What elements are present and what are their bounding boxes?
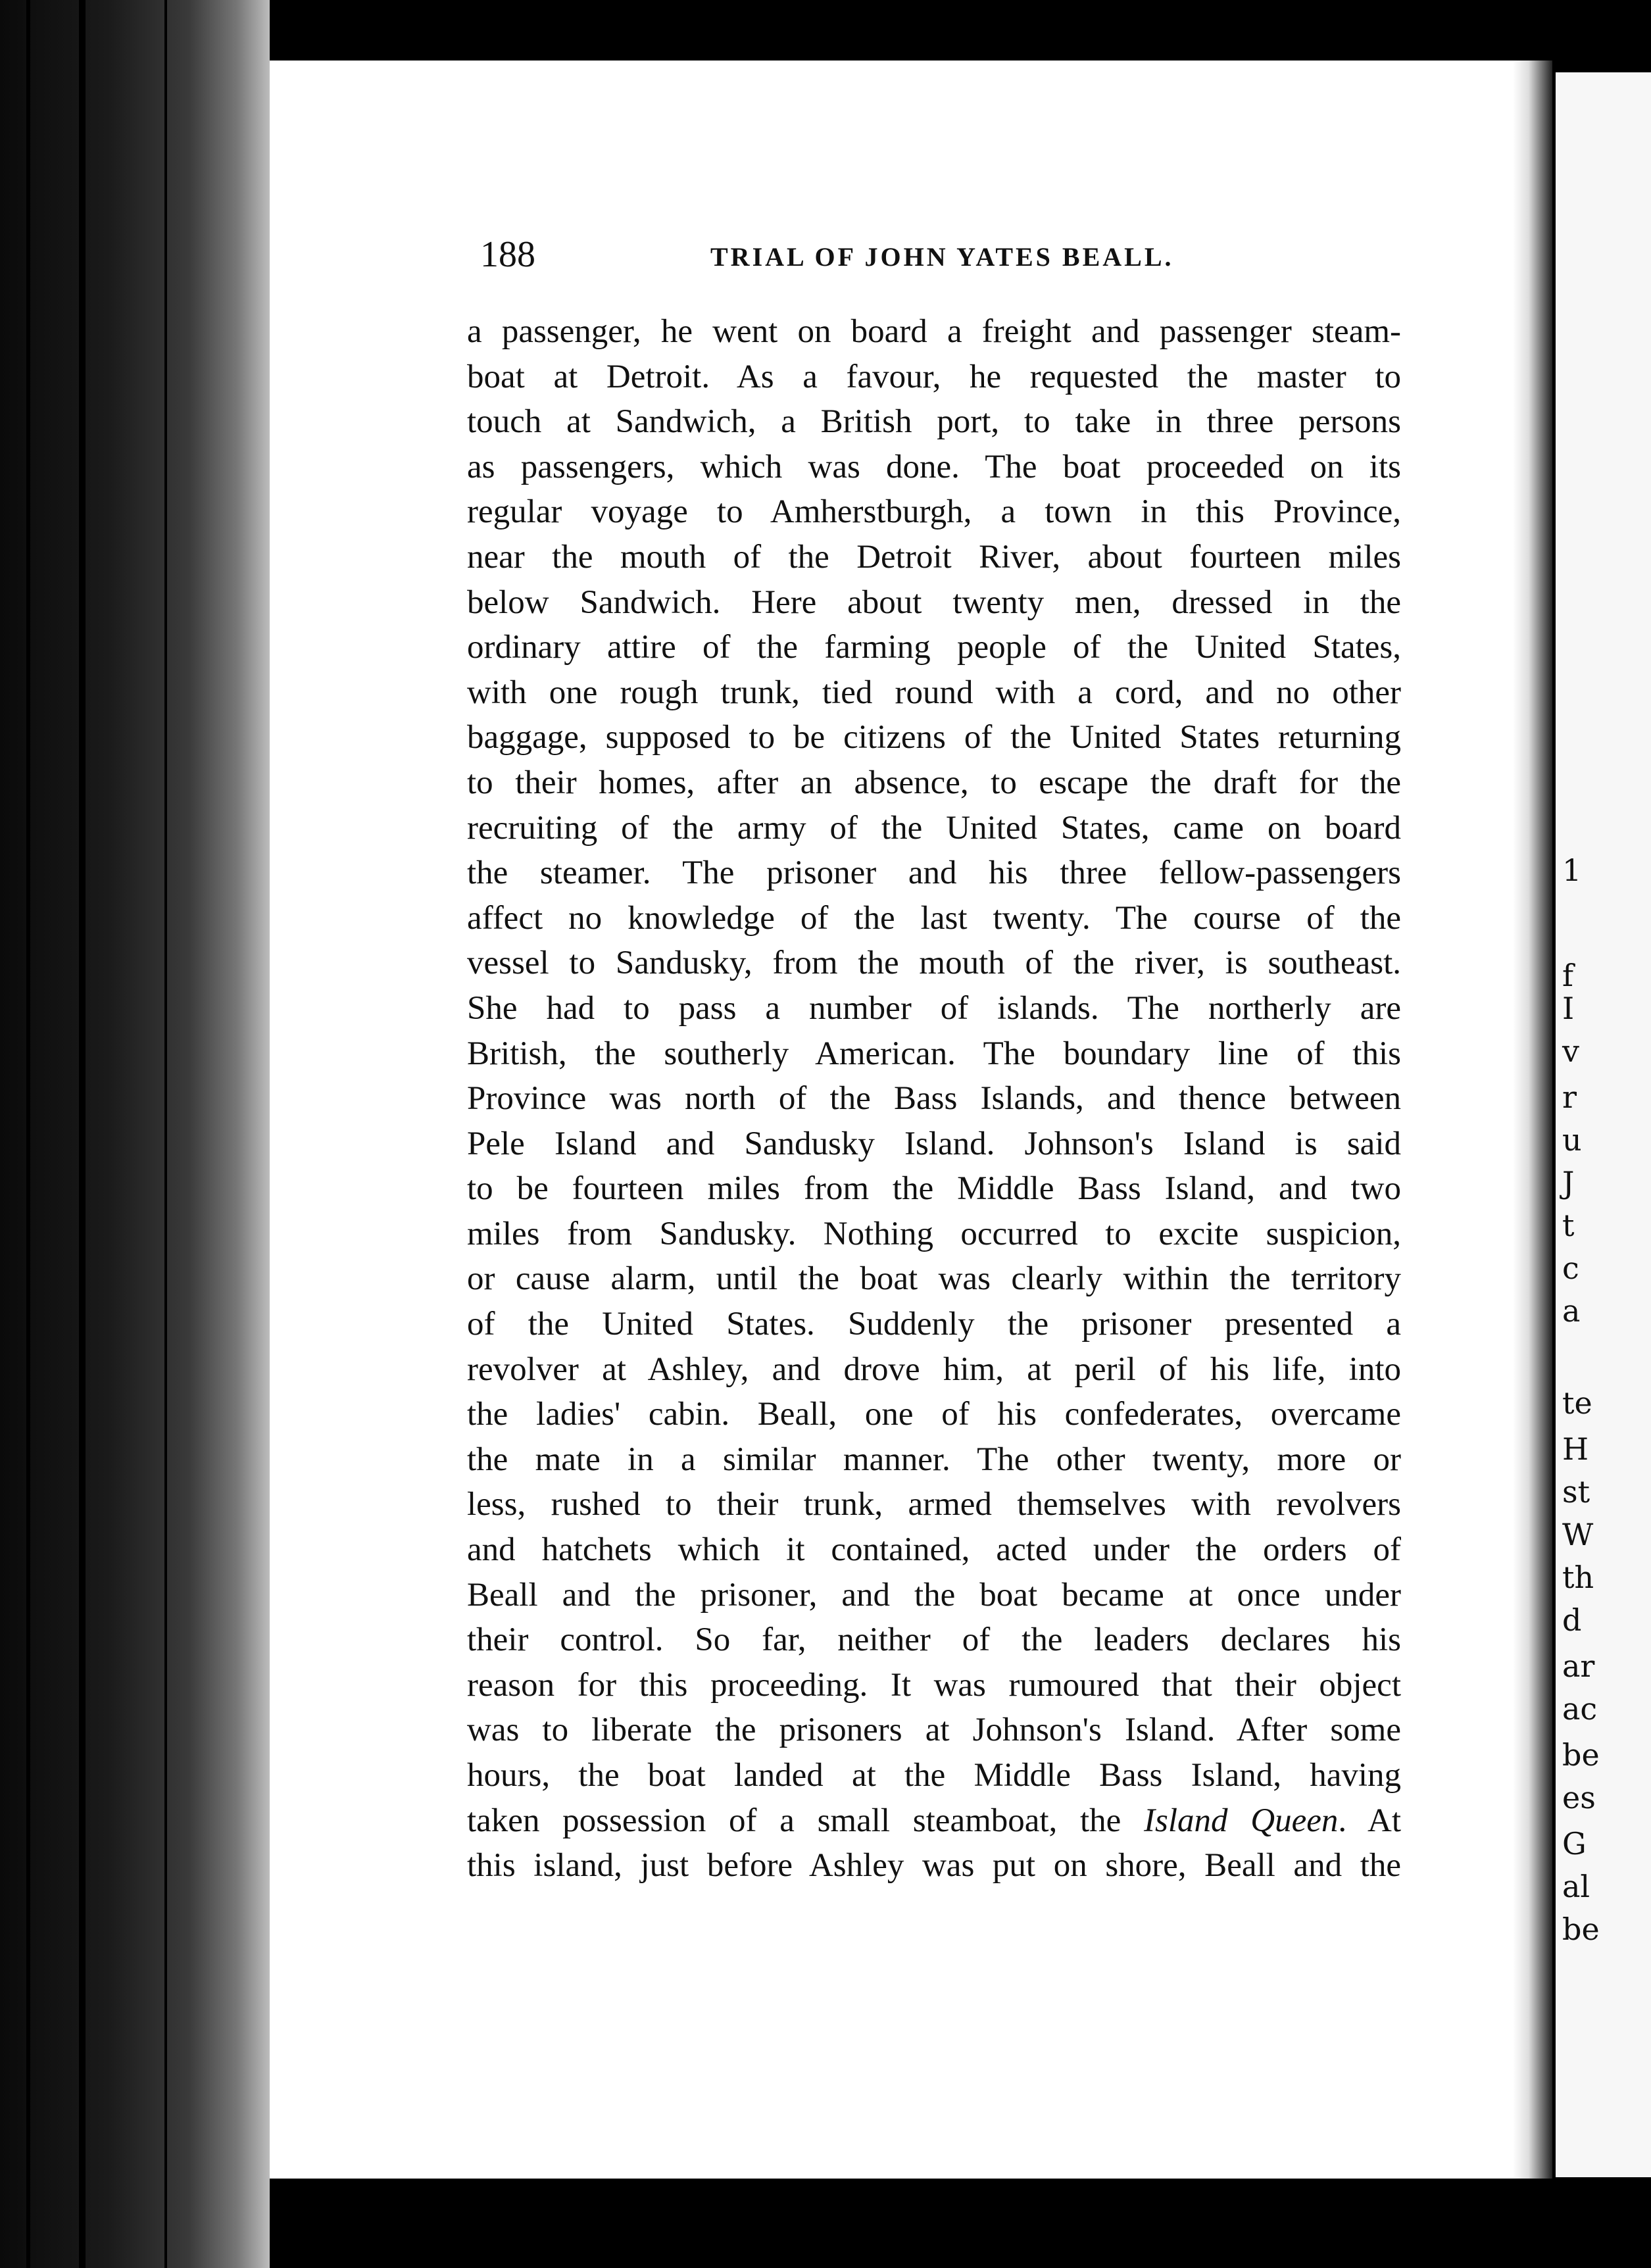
- next-page-text: th: [1562, 1560, 1594, 1595]
- running-head: TRIAL OF JOHN YATES BEALL.: [710, 242, 1174, 272]
- next-page-text: f: [1562, 958, 1574, 993]
- text-line: miles from Sandusky. Nothing occurred to excite suspicion,: [467, 1215, 1401, 1252]
- text-line: the steamer. The prisoner and his three fellow-passengers: [467, 854, 1401, 892]
- text-line: British, the southerly American. The boundary line of this: [467, 1035, 1401, 1072]
- text-line-part: taken possession of a small steamboat, the: [467, 1802, 1145, 1839]
- next-page-text: 1: [1562, 852, 1582, 888]
- next-page-text: G: [1562, 1826, 1587, 1861]
- next-page-text: J: [1562, 1165, 1575, 1200]
- body-text: [467, 309, 1401, 1888]
- next-page-text: I: [1562, 991, 1575, 1026]
- next-page-text: ar: [1562, 1648, 1595, 1684]
- next-page-text: be: [1562, 1737, 1600, 1773]
- text-line: affect no knowledge of the last twenty. The course of the: [467, 899, 1401, 937]
- book-binding-gutter: [0, 0, 270, 2268]
- text-line: with one rough trunk, tied round with a cord, and no other: [467, 674, 1401, 711]
- next-page-text: r: [1562, 1079, 1577, 1115]
- text-line: a passenger, he went on board a freight and passenger steam-: [467, 313, 1401, 350]
- next-page-text: es: [1562, 1780, 1596, 1815]
- next-page-text: a: [1562, 1293, 1581, 1329]
- text-line: near the mouth of the Detroit River, about fourteen miles: [467, 538, 1401, 576]
- text-line: as passengers, which was done. The boat proceeded on its: [467, 448, 1401, 485]
- text-line: boat at Detroit. As a favour, he requested the master to: [467, 358, 1401, 395]
- page-header: [480, 234, 1414, 280]
- text-line: Province was north of the Bass Islands, and thence between: [467, 1080, 1401, 1118]
- binding-streak: [164, 0, 167, 2268]
- next-page-text: al: [1562, 1869, 1590, 1904]
- text-line: She had to pass a number of islands. The northerly are: [467, 989, 1401, 1027]
- italic-ship-name: Island Queen: [1144, 1802, 1339, 1839]
- next-page-text: t: [1562, 1208, 1575, 1243]
- next-page-text: W: [1562, 1517, 1594, 1552]
- text-line: to their homes, after an absence, to escape the draft for the: [467, 764, 1401, 801]
- page-edge-shadow: [1513, 61, 1552, 2179]
- text-line: reason for this proceeding. It was rumoured that their object: [467, 1666, 1401, 1704]
- text-line: revolver at Ashley, and drove him, at peril of his life, into: [467, 1350, 1401, 1388]
- speck: [756, 1914, 762, 1919]
- text-line: ordinary attire of the farming people of the United States,: [467, 629, 1401, 666]
- text-line: touch at Sandwich, a British port, to take in three persons: [467, 403, 1401, 441]
- adjacent-page-fragment: [1556, 72, 1651, 2177]
- text-line: regular voyage to Amherstburgh, a town in this Province,: [467, 493, 1401, 531]
- text-line: baggage, supposed to be citizens of the United States returning: [467, 719, 1401, 756]
- next-page-text: H: [1562, 1431, 1589, 1467]
- text-line: of the United States. Suddenly the prisoner presented a: [467, 1306, 1401, 1343]
- text-line: Pele Island and Sandusky Island. Johnson's Island is said: [467, 1125, 1401, 1162]
- text-line: the ladies' cabin. Beall, one of his confederates, overcame: [467, 1396, 1401, 1433]
- next-page-text: te: [1562, 1385, 1592, 1421]
- text-line: recruiting of the army of the United States, came on board: [467, 809, 1401, 847]
- next-page-text: ac: [1562, 1691, 1598, 1727]
- next-page-text: u: [1562, 1122, 1582, 1158]
- text-line: or cause alarm, until the boat was clearly within the territory: [467, 1260, 1401, 1298]
- next-page-text: c: [1562, 1250, 1579, 1286]
- next-page-text: be: [1562, 1911, 1600, 1947]
- text-line: to be fourteen miles from the Middle Bass Island, and two: [467, 1170, 1401, 1208]
- text-line: [467, 1798, 1401, 1844]
- text-line: this island, just before Ashley was put on shore, Beall and the: [467, 1847, 1401, 1885]
- text-line: and hatchets which it contained, acted under the orders of: [467, 1531, 1401, 1569]
- text-line: was to liberate the prisoners at Johnson's Island. After some: [467, 1712, 1401, 1749]
- next-page-text: d: [1562, 1602, 1582, 1638]
- text-line: their control. So far, neither of the leaders declares his: [467, 1621, 1401, 1659]
- text-line: Beall and the prisoner, and the boat became at once under: [467, 1576, 1401, 1614]
- text-line: hours, the boat landed at the Middle Bass Island, having: [467, 1757, 1401, 1794]
- next-page-text: v: [1562, 1033, 1579, 1069]
- text-line: less, rushed to their trunk, armed themselves with revolvers: [467, 1486, 1401, 1523]
- next-page-text: st: [1562, 1474, 1590, 1510]
- text-line: the mate in a similar manner. The other twenty, more or: [467, 1441, 1401, 1478]
- text-line-part: . At: [1338, 1802, 1401, 1839]
- text-line: below Sandwich. Here about twenty men, dressed in the: [467, 583, 1401, 621]
- binding-streak: [79, 0, 86, 2268]
- binding-streak: [26, 0, 30, 2268]
- page-number: 188: [480, 234, 535, 275]
- text-line: vessel to Sandusky, from the mouth of the river, is southeast.: [467, 945, 1401, 982]
